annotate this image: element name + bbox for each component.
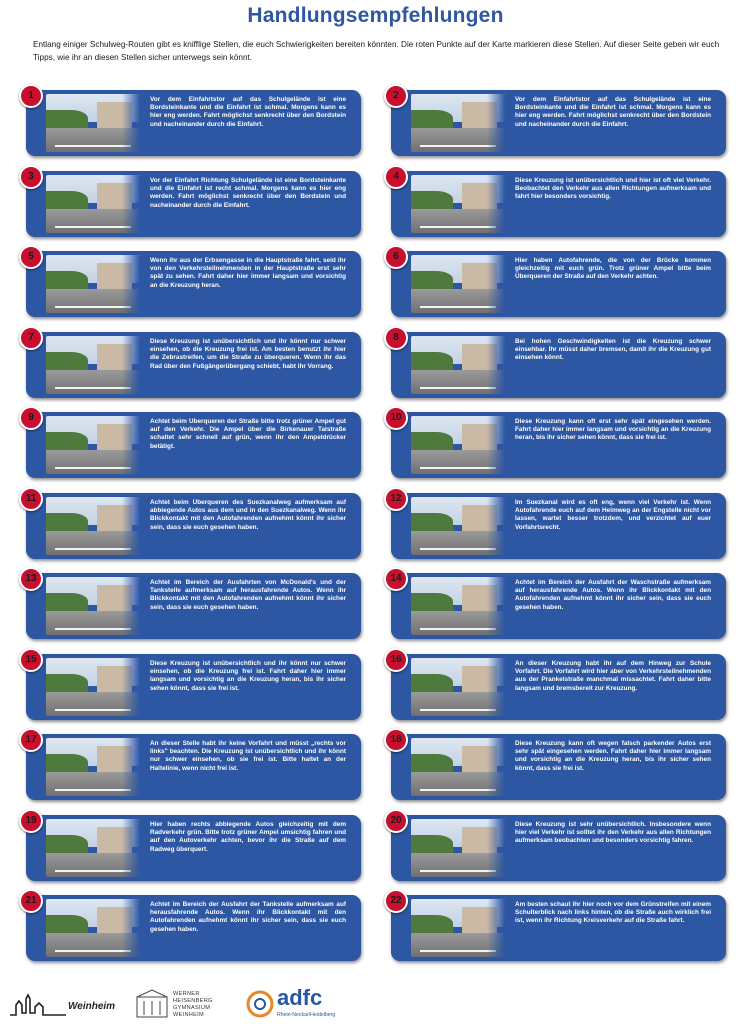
recommendation-card [26, 90, 361, 156]
recommendation-card [391, 815, 726, 881]
adfc-logo [245, 987, 345, 1021]
location-number-badge: 3 [19, 165, 43, 189]
recommendation-card [26, 171, 361, 237]
recommendation-card [391, 171, 726, 237]
recommendation-card [26, 251, 361, 317]
recommendation-card [26, 332, 361, 398]
location-number-badge: 9 [19, 406, 43, 430]
location-number-badge: 15 [19, 648, 43, 672]
recommendation-text: Achtet im Bereich der Ausfahrt der Waschstraße aufmerksam auf herausfahrende Autos. Wenn ihr Blickkontakt mit den Autofahrenden aufnehmt könnt ihr sicher sein, dass sie euch gesehen haben. [515, 579, 711, 611]
school-logo-line4: WEINHEIM [173, 1012, 204, 1018]
street-photo [46, 899, 140, 957]
recommendation-text: Wenn ihr aus der Erbsengasse in die Hauptstraße fahrt, seid ihr von den Verkehrsteilnehmenden in der Hauptstraße erst sehr spät zu sehen. Fahrt daher hier immer langsam und vorsichtig an die Kreuzung heran. [150, 257, 346, 289]
location-number-badge: 7 [19, 326, 43, 350]
street-photo [46, 255, 140, 313]
recommendation-text: Hier haben rechts abbiegende Autos gleichzeitig mit dem Radverkehr grün. Bitte trotz grüner Ampel umsichtig fahren und auf den Autoverkehr achten, bevor ihr die Straße auf dem Radweg überquert. [150, 821, 346, 853]
recommendation-card [26, 895, 361, 961]
location-number-badge: 16 [384, 648, 408, 672]
street-photo [46, 819, 140, 877]
recommendation-card [26, 654, 361, 720]
street-photo [46, 738, 140, 796]
recommendation-card [26, 815, 361, 881]
street-photo [411, 497, 505, 555]
recommendation-card [391, 654, 726, 720]
weinheim-skyline-icon [8, 991, 68, 1019]
recommendation-card [391, 895, 726, 961]
weinheim-logo [8, 991, 118, 1019]
street-photo [46, 658, 140, 716]
location-number-badge: 20 [384, 809, 408, 833]
recommendation-card [391, 493, 726, 559]
recommendation-text: Vor dem Einfahrtstor auf das Schulgelände ist eine Bordsteinkante und die Einfahrt ist schmal. Morgens kann es hier eng werden. Fahrt möglichst senkrecht über den Bordstein und nacheinander durch die Einfahrt. [515, 96, 711, 128]
adfc-logo-subtitle: Rhein-Neckar/Heidelberg [277, 1012, 336, 1018]
recommendation-text: Achtet beim Überqueren der Straße bitte trotz grüner Ampel gut auf den Verkehr. Die Ampel über die Birkenauer Talstraße schaltet sehr schnell auf grün, wenn ihr den Ampeldrücker betätigt. [150, 418, 346, 450]
street-photo [411, 416, 505, 474]
street-photo [411, 336, 505, 394]
location-number-badge: 10 [384, 406, 408, 430]
recommendation-text: An dieser Kreuzung habt ihr auf dem Hinweg zur Schule Vorfahrt. Die Vorfahrt wird hier aber von Verkehrsteilnehmenden aus der Prankelstraße manchmal missachtet. Fahrt daher bitte langsam und bremsbereit zur Kreuzung. [515, 660, 711, 692]
street-photo [46, 497, 140, 555]
recommendation-text: Diese Kreuzung ist unübersichtlich und ihr könnt nur schwer einsehen, ob die Kreuzung frei ist. Am besten benutzt ihr hier die Zebrastreifen, um die Straße zu überqueren. Wenn ihr das Rad über den Fußgängerübergang schiebt, habt ihr Vorrang. [150, 338, 346, 370]
recommendation-text: Vor der Einfahrt Richtung Schulgelände ist eine Bordsteinkante und die Einfahrt ist recht schmal. Morgens kann es hier eng werden. Fahrt möglichst senkrecht über den Bordstein und nacheinander durch die Einfahrt. [150, 177, 346, 209]
street-photo [411, 819, 505, 877]
school-logo-line3: GYMNASIUM [173, 1005, 211, 1011]
location-number-badge: 6 [384, 245, 408, 269]
recommendation-text: Achtet im Bereich der Ausfahrten von McDonald's und der Tankstelle aufmerksam auf herausfahrende Autos. Wenn ihr Blickkontakt mit den Autofahrenden aufnehmt könnt ihr sicher sein, dass sie euch gesehen haben. [150, 579, 346, 611]
school-logo-line1: WERNER [173, 991, 200, 997]
location-number-badge: 22 [384, 889, 408, 913]
recommendation-text: Im Suezkanal wird es oft eng, wenn viel Verkehr ist. Wenn Autofahrende euch auf dem Heimweg an der Engstelle nicht vor lassen, wartet besser trotzdem, und verzichtet auf euer Vorfahrtsrecht. [515, 499, 711, 531]
recommendation-text: Achtet beim Überqueren des Suezkanalweg aufmerksam auf abbiegende Autos aus dem und in den Suezkanalweg. Wenn ihr Blickkontakt mit den Autofahrenden aufnehmt könnt ihr sicher sein, dass sie euch gesehen haben. [150, 499, 346, 531]
weinheim-logo-text: Weinheim [68, 1001, 116, 1012]
recommendation-text: Diese Kreuzung ist unübersichtlich und hier ist oft viel Verkehr. Beobachtet den Verkehr aus allen Richtungen aufmerksam und fahrt hier besonders vorsichtig. [515, 177, 711, 201]
recommendation-text: Diese Kreuzung kann oft wegen falsch parkender Autos erst sehr spät eingesehen werden. Fahrt daher hier immer langsam und vorsichtig an die Kreuzung heran, bis ihr sicher sehen könnt, dass sie frei ist. [515, 740, 711, 772]
location-number-badge: 1 [19, 84, 43, 108]
street-photo [411, 899, 505, 957]
recommendation-card [391, 251, 726, 317]
location-number-badge: 21 [19, 889, 43, 913]
recommendation-card [26, 493, 361, 559]
street-photo [411, 738, 505, 796]
page-title: Handlungsempfehlungen [247, 4, 504, 27]
recommendation-card [26, 412, 361, 478]
street-photo [46, 416, 140, 474]
adfc-wheel-icon [245, 987, 275, 1021]
recommendation-text: Diese Kreuzung kann oft erst sehr spät eingesehen werden. Fahrt daher hier immer langsam und vorsichtig an die Kreuzung heran, bis ihr sicher sehen könnt, dass sie frei ist. [515, 418, 711, 442]
location-number-badge: 4 [384, 165, 408, 189]
school-logo-line2: HEISENBERG [173, 998, 213, 1004]
school-building-icon [135, 989, 169, 1019]
recommendation-card [26, 734, 361, 800]
recommendation-text: Am besten schaut ihr hier noch vor dem Grünstreifen mit einem Schulterblick nach links hinten, ob die Straße auch wirklich frei ist, wenn ihr Richtung Kreisverkehr auf die Straße fahrt. [515, 901, 711, 925]
recommendation-text: Achtet im Bereich der Ausfahrt der Tankstelle aufmerksam auf herausfahrende Autos. Wenn ihr Blickkontakt mit den Autofahrenden aufnehmt könnt ihr sicher sein, dass sie euch gesehen haben. [150, 901, 346, 933]
street-photo [411, 658, 505, 716]
footer-logos [0, 985, 751, 1024]
location-number-badge: 17 [19, 728, 43, 752]
location-number-badge: 13 [19, 567, 43, 591]
location-number-badge: 14 [384, 567, 408, 591]
recommendation-card [391, 90, 726, 156]
street-photo [46, 175, 140, 233]
recommendation-text: Vor dem Einfahrtstor auf das Schulgelände ist eine Bordsteinkante und die Einfahrt ist schmal. Morgens kann es hier eng werden. Fahrt möglichst senkrecht über den Bordstein und nacheinander durch die Einfahrt. [150, 96, 346, 128]
recommendation-text: Bei hohen Geschwindigkeiten ist die Kreuzung schwer einsehbar. Ihr müsst daher bremsen, damit ihr die Kreuzung gut einsehen könnt. [515, 338, 711, 362]
recommendation-card [391, 573, 726, 639]
location-number-badge: 11 [19, 487, 43, 511]
street-photo [411, 175, 505, 233]
recommendation-card [391, 332, 726, 398]
adfc-logo-text: adfc [277, 985, 323, 1010]
intro-text: Entlang einiger Schulweg-Routen gibt es knifflige Stellen, die euch Schwierigkeiten bereiten könnten. Die roten Punkte auf der Karte markieren diese Stellen. Auf dieser Seite geben wir euch Tipps, wie ihr an diesen Stellen sicher unterwegs sein könnt. [33, 40, 720, 62]
recommendation-card [391, 734, 726, 800]
street-photo [46, 577, 140, 635]
recommendation-card [391, 412, 726, 478]
street-photo [411, 94, 505, 152]
recommendation-text: Diese Kreuzung ist sehr unübersichtlich. Insbesondere wenn hier viel Verkehr ist solltet ihr den Verkehr aus allen Richtungen aufmerksam beobachten und besonders vorsichtig fahren. [515, 821, 711, 845]
location-number-badge: 5 [19, 245, 43, 269]
street-photo [411, 577, 505, 635]
street-photo [46, 336, 140, 394]
recommendation-text: An dieser Stelle habt ihr keine Vorfahrt und müsst „rechts vor links" beachten. Die Kreuzung ist unübersichtlich und ihr könnt nur schwer einsehen, ob sie frei ist. Bitte haltet an der Haltelinie, wenn nicht frei ist. [150, 740, 346, 772]
location-number-badge: 2 [384, 84, 408, 108]
street-photo [411, 255, 505, 313]
recommendation-card [26, 573, 361, 639]
location-number-badge: 8 [384, 326, 408, 350]
location-number-badge: 18 [384, 728, 408, 752]
location-number-badge: 19 [19, 809, 43, 833]
street-photo [46, 94, 140, 152]
recommendation-text: Diese Kreuzung ist unübersichtlich und ihr könnt nur schwer einsehen, ob die Kreuzung frei ist. Fahrt daher hier immer langsam und vorsichtig an die Kreuzung heran, bis ihr sicher sehen könnt, dass sie frei ist. [150, 660, 346, 692]
location-number-badge: 12 [384, 487, 408, 511]
recommendation-text: Hier haben Autofahrende, die von der Brücke kommen gleichzeitig mit euch grün. Trotz grüner Ampel bitte beim Überqueren der Straße auf den Verkehr achten. [515, 257, 711, 281]
school-logo [135, 989, 235, 1019]
